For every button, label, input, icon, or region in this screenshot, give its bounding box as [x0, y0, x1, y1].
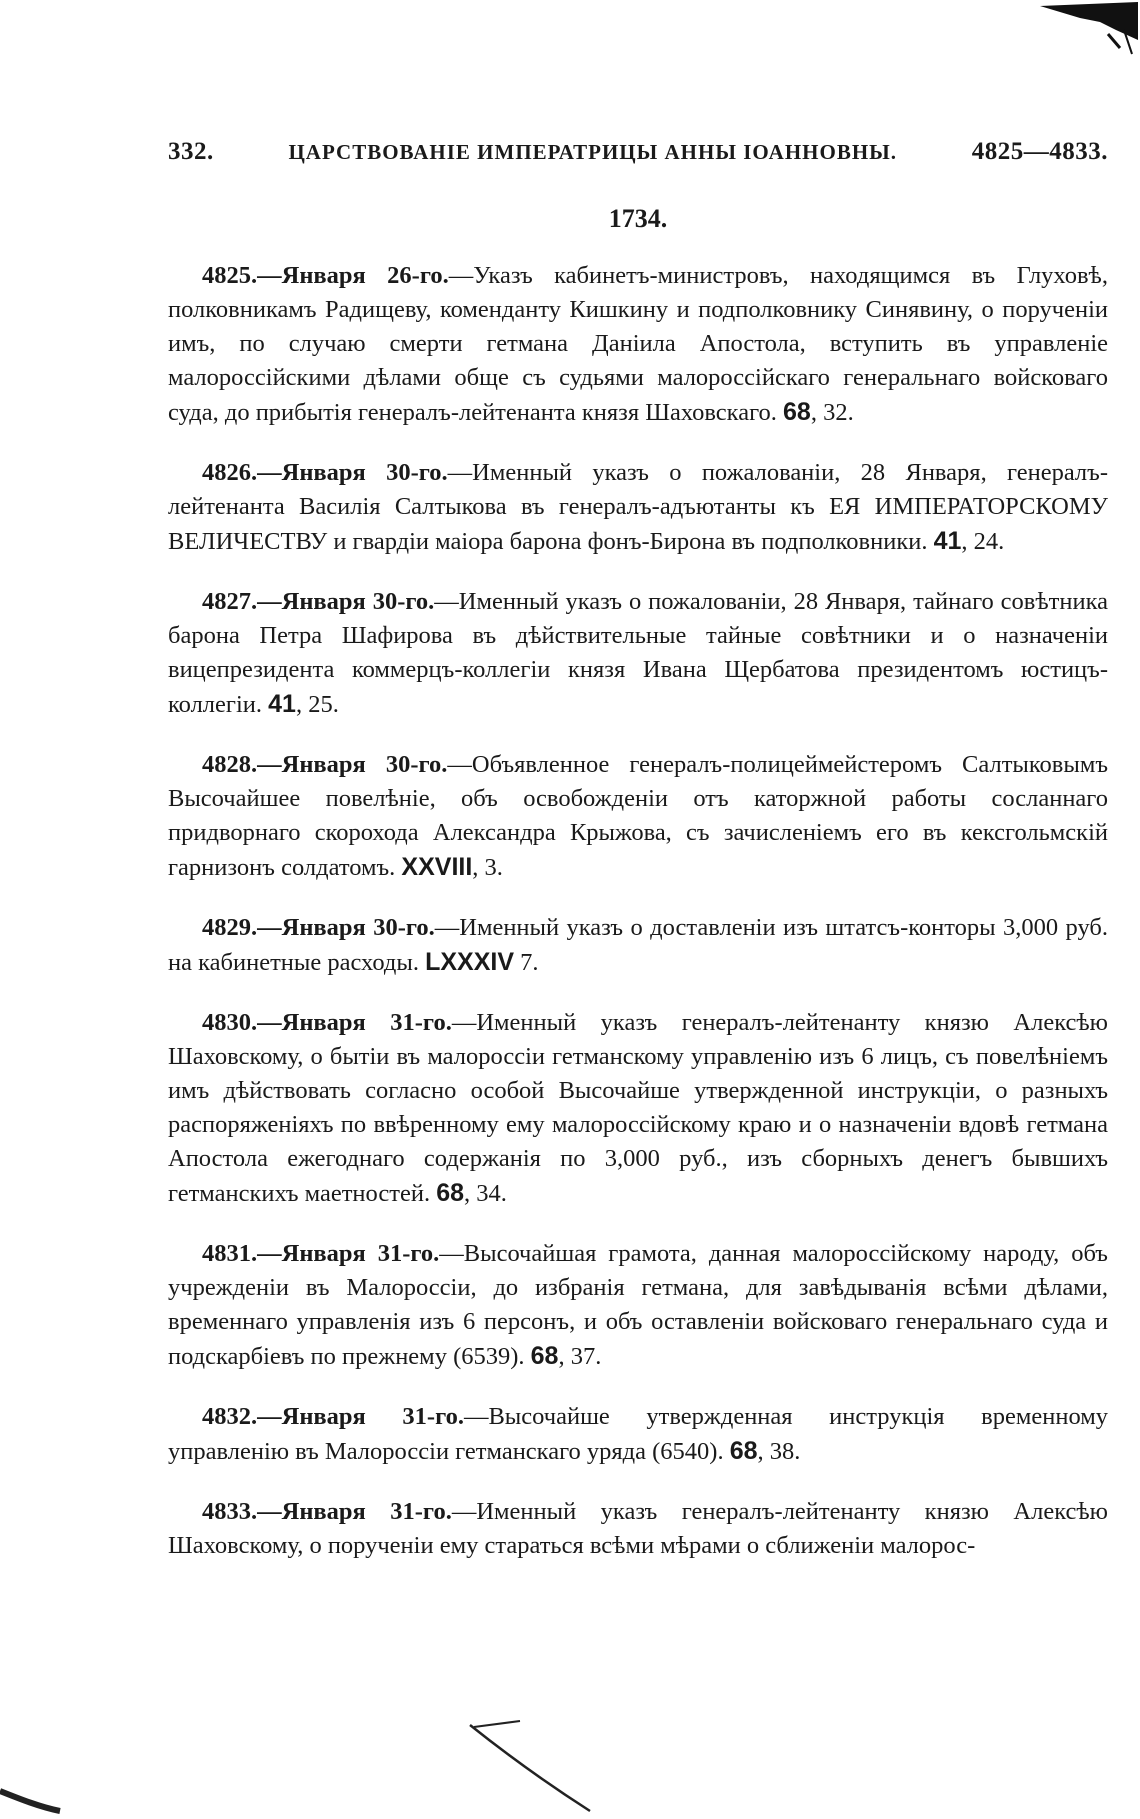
page-number: 332. [168, 138, 214, 165]
entry-page: , 37. [558, 1342, 602, 1370]
entry-page: , 32. [810, 398, 854, 426]
entry-number: 4828. [202, 750, 258, 778]
entry-number: 4827. [202, 587, 258, 615]
entry-page: , 34. [464, 1179, 507, 1207]
entry-volume: 41 [268, 689, 296, 718]
entry-4830 [168, 1006, 1108, 1211]
entry-4827 [168, 585, 1108, 722]
entry-volume: XXVIII [401, 852, 473, 881]
entry-number: 4829. [202, 913, 258, 941]
running-head [168, 138, 1108, 166]
entry-date: —Января 30-го. [257, 913, 435, 941]
scan-pen-stroke [0, 1699, 600, 1819]
entry-page: , 38. [757, 1437, 801, 1465]
entry-volume: LXXXIV [425, 947, 514, 976]
entry-4831 [168, 1237, 1108, 1374]
entry-date: —Января 30-го. [257, 458, 448, 486]
entry-4829 [168, 911, 1108, 980]
entry-page: 7. [514, 948, 539, 976]
entry-body: —Высочайшая грамота, данная малороссійскому народу, объ учрежденіи въ Малороссіи, до избранія гетмана, для завѣдыванія всѣми дѣлами, временнаго управленія изъ 6 персонъ, и объ оставленіи войсковаго генеральнаго суда и подскарбіевъ по прежнему (6539). [168, 1239, 1108, 1370]
entry-body: —Именный указъ генералъ-лейтенанту князю Алексѣю Шаховскому, о бытіи въ малороссіи гетманскому управленію изъ 6 лицъ, съ повелѣніемъ имъ дѣйствовать согласно особой Высочайше утвержденной инструкціи, о разныхъ распоряженіяхъ по ввѣренному ему малороссійскому краю и о назначеніи вдовѣ гетмана Апостола ежегоднаго содержанія по 3,000 руб., изъ сборныхъ денегъ бывшихъ гетманскихъ маетностей. [168, 1008, 1108, 1207]
entry-body: —Именный указъ о пожалованіи, 28 Января, генералъ-лейтенанта Василія Салтыкова въ генералъ-адъютанты къ ЕЯ ИМПЕРАТОРСКОМУ ВЕЛИЧЕСТВУ и гвардіи маіора барона фонъ-Бирона въ подполковники. [168, 458, 1108, 555]
scan-corner-mark [1020, 0, 1140, 60]
entry-4826 [168, 456, 1108, 559]
entry-number: 4830. [202, 1008, 258, 1036]
entry-date: —Января 30-го. [257, 750, 448, 778]
entry-4833 [168, 1495, 1108, 1563]
entry-date: —Января 26-го. [257, 261, 449, 289]
entry-date: —Января 31-го. [257, 1239, 440, 1267]
entry-volume: 68 [436, 1178, 465, 1207]
page-content [168, 138, 1108, 1589]
entry-number: 4831. [202, 1239, 258, 1267]
entry-volume: 68 [530, 1341, 559, 1370]
entry-body: —Именный указъ о доставленіи изъ штатсъ-конторы 3,000 руб. на кабинетные расходы. [168, 913, 1108, 976]
entry-4832 [168, 1400, 1108, 1469]
entry-number: 4833. [202, 1497, 258, 1525]
entry-date: —Января 31-го. [257, 1497, 452, 1525]
entries-list [168, 259, 1108, 1563]
year-heading: 1734. [608, 204, 668, 233]
entry-body: —Именный указъ генералъ-лейтенанту князю Алексѣю Шаховскому, о порученіи ему стараться всѣми мѣрами о сближеніи малорос- [168, 1497, 1108, 1559]
entry-range: 4825—4833. [971, 138, 1108, 165]
entry-number: 4832. [202, 1402, 258, 1430]
entry-body: —Объявленное генералъ-полицеймейстеромъ Салтыковымъ Высочайшее повелѣніе, объ освобожденіи отъ каторжной работы сосланнаго придворнаго скорохода Александра Крыжова, съ зачисленіемъ его въ кексгольмскій гарнизонъ солдатомъ. [168, 750, 1108, 881]
entry-date: —Января 30-го. [257, 587, 435, 615]
entry-date: —Января 31-го. [257, 1402, 464, 1430]
entry-page: , 25. [295, 690, 339, 718]
entry-volume: 41 [933, 526, 962, 555]
running-title: ЦАРСТВОВАНІЕ ИМПЕРАТРИЦЫ АННЫ ІОАННОВНЫ. [288, 140, 898, 164]
entry-volume: 68 [729, 1436, 758, 1465]
entry-body: —Именный указъ о пожалованіи, 28 Января, тайнаго совѣтника барона Петра Шафирова въ дѣйствительные тайные совѣтники и о назначеніи вицепрезидента коммерцъ-коллегіи князя Ивана Щербатова президентомъ юстицъ-коллегіи. [168, 587, 1108, 718]
entry-4828 [168, 748, 1108, 885]
entry-page: , 3. [472, 853, 503, 881]
entry-body: —Указъ кабинетъ-министровъ, находящимся въ Глуховѣ, полковникамъ Радищеву, коменданту Кишкину и подполковнику Синявину, о порученіи имъ, по случаю смерти гетмана Даніила Апостола, вступить въ управленіе малороссійскими дѣлами обще съ судьями малороссійскаго генеральнаго войсковаго суда, до прибытія генералъ-лейтенанта князя Шаховскаго. [168, 261, 1108, 426]
entry-number: 4826. [202, 458, 258, 486]
entry-4825 [168, 259, 1108, 430]
entry-date: —Января 31-го. [257, 1008, 452, 1036]
entry-number: 4825. [202, 261, 258, 289]
entry-page: , 24. [961, 527, 1005, 555]
entry-volume: 68 [783, 397, 811, 426]
entry-body: —Высочайше утвержденная инструкція временному управленію въ Малороссіи гетманскаго уряда (6540). [168, 1402, 1108, 1465]
